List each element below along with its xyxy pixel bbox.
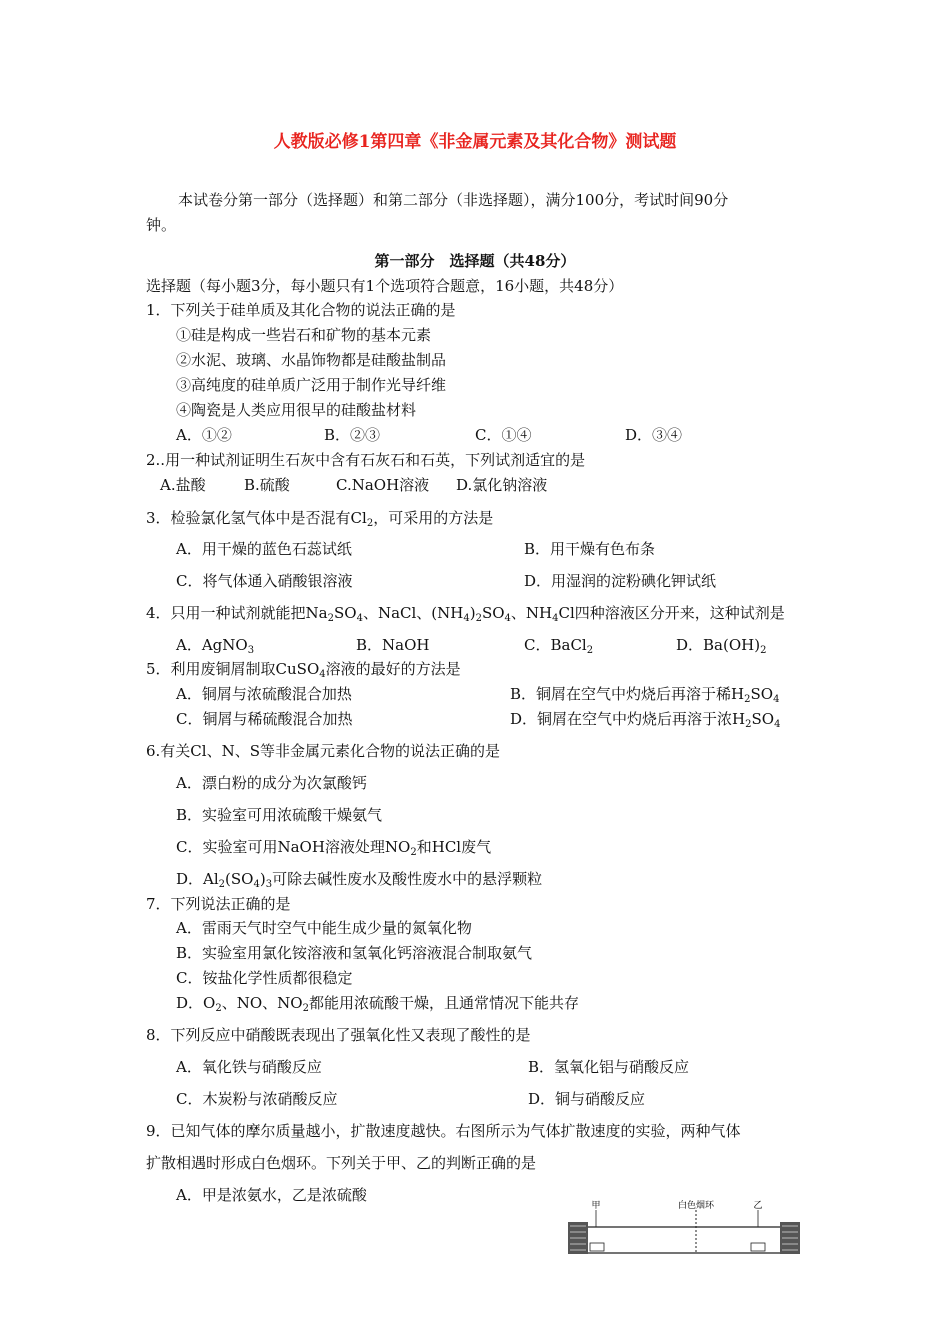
q9-stem-line-1: 9．已知气体的摩尔质量越小，扩散速度越快。右图所示为气体扩散速度的实验，两种气体 xyxy=(146,1122,741,1140)
q4-stem: 4．只用一种试剂就能把$Na_2SO_4$、NaCl、$(NH_4)_2SO_4$、$NH_4Cl$四种溶液区分开来，这种试剂是 xyxy=(146,604,785,624)
q3-stem: 3．检验氯化氢气体中是否混有$Cl_2$，可采用的方法是 xyxy=(146,509,494,529)
q1-item-4: ④陶瓷是人类应用很早的硅酸盐材料 xyxy=(176,401,417,419)
q1-option-b: B．②③ xyxy=(324,426,381,444)
q8-option-b: B．氢氧化铝与硝酸反应 xyxy=(528,1058,690,1076)
q6-option-c: C．实验室可用NaOH溶液处理$NO_2$和HCl废气 xyxy=(176,838,492,858)
q7-stem: 7．下列说法正确的是 xyxy=(146,895,291,913)
q6-option-b: B．实验室可用浓硫酸干燥氨气 xyxy=(176,806,383,824)
q5-option-d: D．铜屑在空气中灼烧后再溶于浓$H_2SO_4$ xyxy=(510,710,781,730)
intro-line-2: 钟。 xyxy=(146,216,177,234)
q2-option-a: A.盐酸 xyxy=(160,476,206,494)
q1-item-3: ③高纯度的硅单质广泛用于制作光导纤维 xyxy=(176,376,447,394)
intro-line-1: 本试卷分第一部分（选择题）和第二部分（非选择题），满分100分，考试时间90分 xyxy=(178,191,729,209)
q5-option-b: B．铜屑在空气中灼烧后再溶于稀$H_2SO_4$ xyxy=(510,685,780,705)
q5-option-a: A．铜屑与浓硫酸混合加热 xyxy=(176,685,352,703)
q7-option-b: B．实验室用氯化铵溶液和氢氧化钙溶液混合制取氨气 xyxy=(176,944,533,962)
q1-option-a: A．①② xyxy=(176,426,232,444)
q1-option-d: D．③④ xyxy=(625,426,683,444)
q3-option-c: C．将气体通入硝酸银溶液 xyxy=(176,572,353,590)
q4-option-a: A．AgNO$_3$ xyxy=(176,636,255,656)
diagram-label-left: 甲 xyxy=(591,1201,601,1211)
q2-option-b: B.硫酸 xyxy=(244,476,290,494)
diffusion-tube-diagram xyxy=(566,1196,802,1256)
q7-option-c: C．铵盐化学性质都很稳定 xyxy=(176,969,353,987)
q4-option-b: B．NaOH xyxy=(356,636,430,654)
q2-option-c: C.NaOH溶液 xyxy=(336,476,430,494)
section-instruction: 选择题（每小题3分，每小题只有1个选项符合题意，16小题，共48分） xyxy=(146,277,624,295)
q8-stem: 8．下列反应中硝酸既表现出了强氧化性又表现了酸性的是 xyxy=(146,1026,531,1044)
q6-stem: 6.有关Cl、N、S等非金属元素化合物的说法正确的是 xyxy=(146,742,500,760)
diagram-label-right: 乙 xyxy=(753,1201,763,1211)
q3-option-d: D．用湿润的淀粉碘化钾试纸 xyxy=(524,572,717,590)
left-cotton xyxy=(590,1243,604,1251)
q2-option-d: D.氯化钠溶液 xyxy=(456,476,548,494)
q6-option-a: A．漂白粉的成分为次氯酸钙 xyxy=(176,774,367,792)
diagram-label-center: 白色烟环 xyxy=(677,1201,715,1211)
q8-option-c: C．木炭粉与浓硝酸反应 xyxy=(176,1090,338,1108)
q5-option-c: C．铜屑与稀硫酸混合加热 xyxy=(176,710,353,728)
q9-stem-line-2: 扩散相遇时形成白色烟环。下列关于甲、乙的判断正确的是 xyxy=(146,1154,537,1172)
right-cotton xyxy=(751,1243,765,1251)
q5-stem: 5．利用废铜屑制取CuSO$_4$溶液的最好的方法是 xyxy=(146,660,461,680)
q6-option-d: D．$Al_2(SO_4)_3$可除去碱性废水及酸性废水中的悬浮颗粒 xyxy=(176,870,543,890)
q2-stem: 2..用一种试剂证明生石灰中含有石灰石和石英，下列试剂适宜的是 xyxy=(146,451,586,469)
q8-option-d: D．铜与硝酸反应 xyxy=(528,1090,646,1108)
section-title: 第一部分 选择题（共48分） xyxy=(374,252,576,270)
q9-option-a: A．甲是浓氨水，乙是浓硫酸 xyxy=(176,1186,367,1204)
q1-item-2: ②水泥、玻璃、水晶饰物都是硅酸盐制品 xyxy=(176,351,447,369)
q7-option-d: D．$O_2$、NO、$NO_2$都能用浓硫酸干燥，且通常情况下能共存 xyxy=(176,994,579,1014)
q7-option-a: A．雷雨天气时空气中能生成少量的氮氧化物 xyxy=(176,919,472,937)
q4-option-c: C．BaCl$_2$ xyxy=(524,636,594,656)
q8-option-a: A．氧化铁与硝酸反应 xyxy=(176,1058,322,1076)
q1-stem: 1．下列关于硅单质及其化合物的说法正确的是 xyxy=(146,301,456,319)
q3-option-a: A．用干燥的蓝色石蕊试纸 xyxy=(176,540,352,558)
q1-option-c: C．①④ xyxy=(475,426,532,444)
q1-item-1: ①硅是构成一些岩石和矿物的基本元素 xyxy=(176,326,432,344)
page-title: 人教版必修1第四章《非金属元素及其化合物》测试题 xyxy=(273,132,677,152)
q3-option-b: B．用干燥有色布条 xyxy=(524,540,656,558)
q4-option-d: D．$Ba(OH)_2$ xyxy=(676,636,767,656)
